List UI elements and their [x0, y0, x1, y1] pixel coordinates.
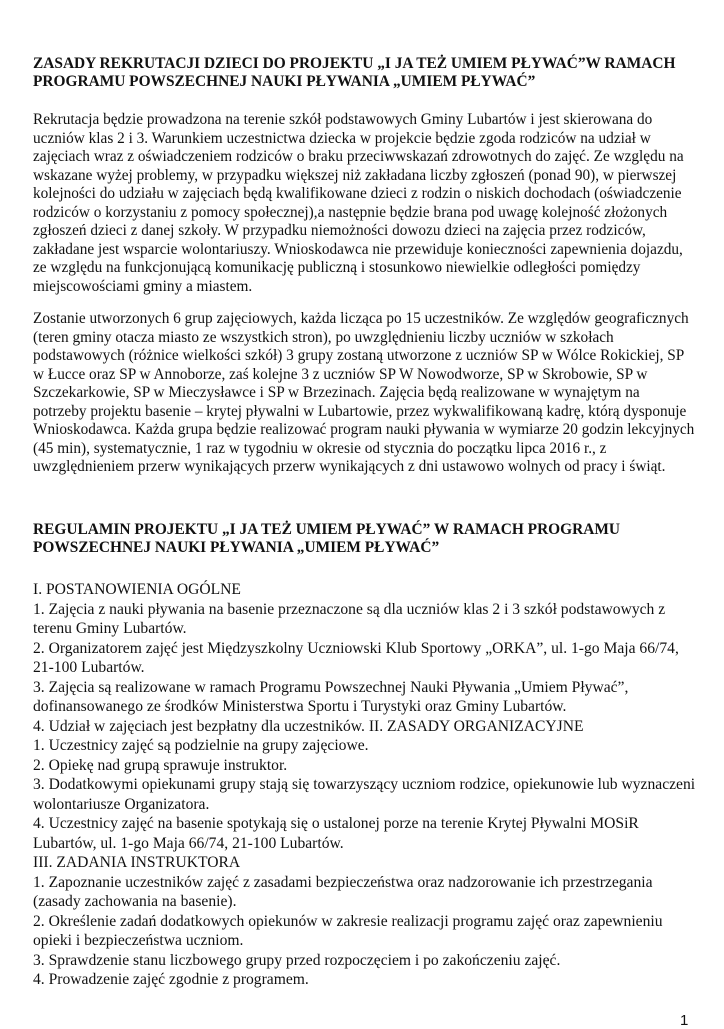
recruitment-heading: ZASADY REKRUTACJI DZIECI DO PROJEKTU „I JA TEŻ UMIEM PŁYWAĆ”W RAMACH PROGRAMU POWSZECHNEJ NAUKI PŁYWANIA „UMIEM PŁYWAĆ” [33, 55, 676, 90]
section-title-general: I. POSTANOWIENIA OGÓLNE [33, 581, 241, 598]
list-item: 1. Uczestnicy zajęć są podzielnie na grupy zajęciowe. [33, 737, 369, 754]
list-item: 1. Zapoznanie uczestników zajęć z zasadami bezpieczeństwa oraz nadzorowanie ich przestrzegania (zasady zachowania na basenie). [33, 873, 653, 910]
list-item: 1. Zajęcia z nauki pływania na basenie przeznaczone są dla uczniów klas 2 i 3 szkół podstawowych z terenu Gminy Lubartów. [33, 600, 666, 637]
recruitment-paragraph-1: Rekrutacja będzie prowadzona na terenie szkół podstawowych Gminy Lubartów i jest skierowana do uczniów klas 2 i 3. Warunkiem uczestnictwa dziecka w projekcie będzie zgoda rodziców na udział w zajęciach wraz z oświadczeniem rodziców o braku przeciwwskazań zdrowotnych do zajęć. Ze względu na wskazane wyżej problemy, w przypadku większej niż zakładana liczby zgłoszeń (ponad 90), w pierwszej kolejności do udziału w zajęciach będą kwalifikowane dzieci z rodzin o niskich dochodach (oświadczenie rodziców o korzystaniu z pomocy społecznej),a następnie będzie brana pod uwagę kolejność złożonych zgłoszeń dzieci z danej szkoły. W przypadku niemożności dowozu dzieci na zajęcia przez rodziców, zakładane jest wsparcie wolontariuszy. Wnioskodawca nie przewiduje konieczności zapewnienia dojazdu, ze względu na funkcjonującą komunikację publiczną i stosunkowo niewielkie odległości pomiędzy miejscowościami gminy a miastem. [33, 111, 684, 295]
list-item: 2. Opiekę nad grupą sprawuje instruktor. [33, 756, 288, 774]
list-item: 2. Określenie zadań dodatkowych opiekunów w zakresie realizacji programu zajęć oraz zapewnieniu opieki i bezpieczeństwa uczniom. [33, 912, 663, 949]
section-title-instructor: III. ZADANIA INSTRUKTORA [33, 854, 241, 871]
list-item: 3. Zajęcia są realizowane w ramach Programu Powszechnej Nauki Pływania „Umiem Pływać”, dofinansowanego ze środków Ministerstwa Sportu i Turystyki oraz Gminy Lubartów. [33, 678, 629, 715]
list-item: 3. Sprawdzenie stanu liczbowego grupy przed rozpoczęciem i po zakończeniu zajęć. [33, 951, 561, 969]
regulations-body [33, 580, 697, 990]
list-item: 4. Udział w zajęciach jest bezpłatny dla uczestników. II. ZASADY ORGANIZACYJNE [33, 717, 584, 735]
list-item: 3. Dodatkowymi opiekunami grupy stają się towarzyszący uczniom rodzice, opiekunowie lub wyznaczeni wolontariusze Organizatora. [33, 776, 696, 813]
recruitment-paragraph-2: Zostanie utworzonych 6 grup zajęciowych, każda licząca po 15 uczestników. Ze względów geograficznych (teren gminy otacza miasto ze wszystkich stron), po uwzględnieniu liczby uczniów w szkołach podstawowych (różnice wielkości szkół) 3 grupy zostaną utworzone z uczniów SP w Wólce Rokickiej, SP w Łucce oraz SP w Annoborze, zaś kolejne 3 z uczniów SP W Nowodworze, SP w Skrobowie, SP w Szczekarkowie, SP w Mieczysławce i SP w Brzezinach. Zajęcia będą realizowane w wynajętym na potrzeby projektu basenie – krytej pływalni w Lubartowie, przez wykwalifikowaną kadrę, którą dysponuje Wnioskodawca. Każda grupa będzie realizować program nauki pływania w wymiarze 20 godzin lekcyjnych (45 min), systematycznie, 1 raz w tygodniu w okresie od stycznia do początku lipca 2016 r., z uwzględnieniem przerw wynikających przerw wynikających z dni ustawowo wolnych od pracy i świąt. [33, 310, 695, 475]
regulations-heading: REGULAMIN PROJEKTU „I JA TEŻ UMIEM PŁYWAĆ” W RAMACH PROGRAMU POWSZECHNEJ NAUKI PŁYWANIA „UMIEM PŁYWAĆ” [33, 521, 620, 556]
list-item: 4. Uczestnicy zajęć na basenie spotykają się o ustalonej porze na terenie Krytej Pływalni MOSiR Lubartów, ul. 1-go Maja 66/74, 21-100 Lubartów. [33, 815, 639, 852]
list-item: 2. Organizatorem zajęć jest Międzyszkolny Uczniowski Klub Sportowy „ORKA”, ul. 1-go Maja 66/74, 21-100 Lubartów. [33, 639, 679, 676]
list-item: 4. Prowadzenie zajęć zgodnie z programem. [33, 971, 309, 988]
page-number: 1 [680, 1012, 689, 1029]
